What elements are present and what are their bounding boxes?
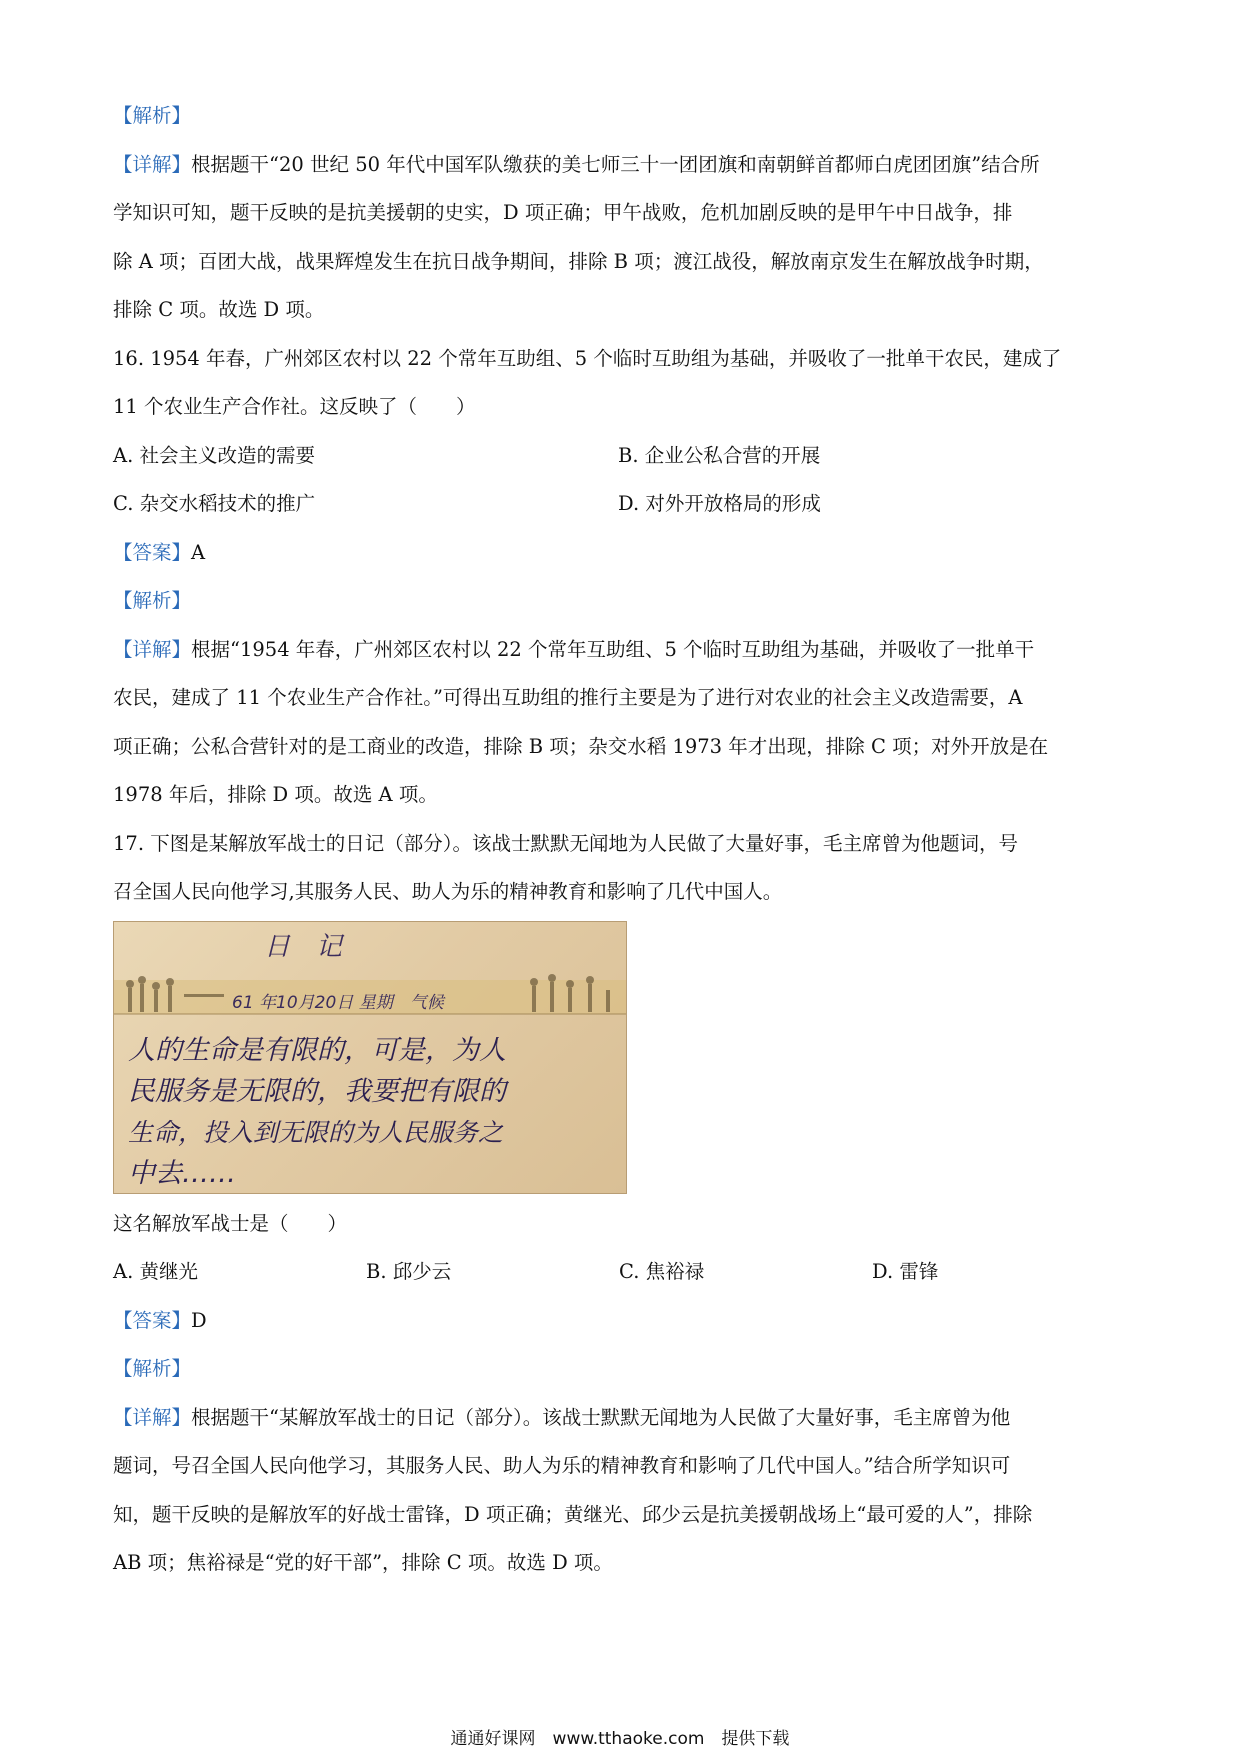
option-a: A. 黄继光	[113, 1260, 198, 1283]
answer: 【答案】D	[113, 1308, 207, 1332]
analysis-heading: 【解析】	[113, 589, 192, 612]
question-stem: 召全国人民向他学习,其服务人民、助人为乐的精神教育和影响了几代中国人。	[113, 880, 783, 903]
option-c: C. 杂交水稻技术的推广	[113, 492, 316, 515]
detail-line: 根据“1954 年春，广州郊区农村以 22 个常年互助组、5 个临时互助组为基础，并吸收了一批单干	[191, 637, 1035, 661]
option-d: D. 雷锋	[872, 1260, 939, 1283]
option-b: B. 邱少云	[366, 1260, 452, 1283]
options-row	[113, 432, 1133, 481]
diary-text-line: 人的生命是有限的，可是，为人	[128, 1034, 506, 1066]
detail-line: AB 项；焦裕禄是“党的好干部”，排除 C 项。故选 D 项。	[113, 1551, 613, 1574]
diary-handwriting	[128, 1030, 618, 1194]
option-a: A. 社会主义改造的需要	[113, 443, 315, 467]
diary-date: 61 年10月20日 星期 气候	[232, 992, 444, 1013]
detail-tag: 【详解】	[113, 1405, 192, 1429]
question-stem: 11 个农业生产合作社。这反映了（ ）	[113, 395, 476, 418]
detail-line: 根据题干“20 世纪 50 年代中国军队缴获的美七师三十一团团旗和南朝鲜首都师白虎团团旗”结合所	[191, 152, 1040, 176]
diary-text-line: 中去……	[128, 1157, 236, 1189]
detail-line: 项正确；公私合营针对的是工商业的改造，排除 B 项；杂交水稻 1973 年才出现，排除 C 项；对外开放是在	[113, 734, 1049, 758]
q15-detail	[113, 141, 1133, 335]
options-row	[113, 1248, 1133, 1297]
option-b: B. 企业公私合营的开展	[618, 443, 821, 467]
question-prompt: 这名解放军战士是（ ）	[113, 1211, 348, 1235]
diary-image	[113, 921, 627, 1194]
diary-text-line: 生命，投入到无限的为人民服务之	[128, 1117, 504, 1147]
detail-line: 1978 年后，排除 D 项。故选 A 项。	[113, 783, 438, 806]
question-16	[113, 335, 1133, 820]
question-stem: 17. 下图是某解放军战士的日记（部分）。该战士默默无闻地为人民做了大量好事，毛主席曾为他题词，号	[113, 831, 1018, 855]
option-c: C. 焦裕禄	[619, 1260, 705, 1283]
document-page	[113, 92, 1133, 1588]
page-footer: 通通好课网 www.tthaoke.com 提供下载	[450, 1729, 790, 1749]
options-row	[113, 480, 1133, 529]
detail-line: 根据题干“某解放军战士的日记（部分）。该战士默默无闻地为人民做了大量好事，毛主席曾为他	[191, 1405, 1011, 1429]
detail-line: 除 A 项；百团大战，战果辉煌发生在抗日战争期间，排除 B 项；渡江战役，解放南京发生在解放战争时期，	[113, 249, 1044, 273]
analysis-heading: 【解析】	[113, 1357, 192, 1380]
question-17	[113, 820, 1133, 1588]
detail-line: 农民，建成了 11 个农业生产合作社。”可得出互助组的推行主要是为了进行对农业的社会主义改造需要，A	[113, 686, 1023, 709]
question-stem: 16. 1954 年春，广州郊区农村以 22 个常年互助组、5 个临时互助组为基础，并吸收了一批单干农民，建成了	[113, 346, 1062, 370]
diary-title: 日 记	[264, 931, 343, 962]
detail-line: 学知识可知，题干反映的是抗美援朝的史实，D 项正确；甲午战败，危机加剧反映的是甲午中日战争，排	[113, 201, 1013, 224]
diary-text-line: 民服务是无限的，我要把有限的	[128, 1075, 506, 1107]
analysis-heading: 【解析】	[113, 104, 192, 127]
detail-line: 知，题干反映的是解放军的好战士雷锋，D 项正确；黄继光、邱少云是抗美援朝战场上“最可爱的人”，排除	[113, 1502, 1033, 1526]
detail-tag: 【详解】	[113, 637, 192, 661]
detail-line: 排除 C 项。故选 D 项。	[113, 298, 325, 321]
detail-line: 题词，号召全国人民向他学习，其服务人民、助人为乐的精神教育和影响了几代中国人。”结合所学知识可	[113, 1454, 1011, 1477]
detail-tag: 【详解】	[113, 152, 192, 176]
answer: 【答案】A	[113, 540, 206, 564]
option-d: D. 对外开放格局的形成	[618, 492, 821, 515]
